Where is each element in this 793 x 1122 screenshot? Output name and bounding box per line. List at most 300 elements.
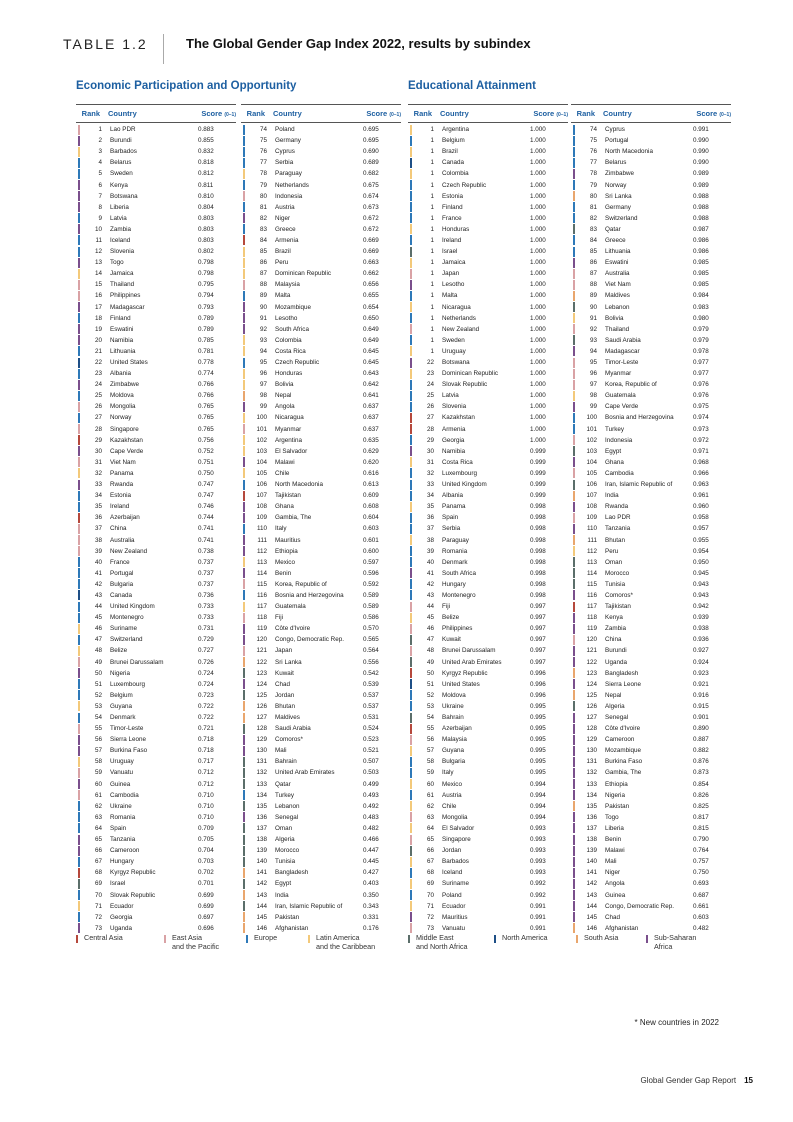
country-cell: Guyana [110,702,133,710]
score-cell: 0.998 [530,569,546,577]
rank-cell: 73 [426,924,434,932]
table-row [76,446,236,457]
country-cell: Jamaica [110,270,134,278]
score-cell: 0.521 [363,747,379,755]
country-cell: Viet Nam [110,458,136,466]
table-row [76,546,236,557]
country-cell: Canada [110,591,133,599]
rank-cell: 86 [259,259,267,267]
score-cell: 0.997 [530,658,546,666]
rank-cell: 87 [259,270,267,278]
table-row [76,534,236,545]
score-cell: 0.781 [198,347,214,355]
table-row [571,468,731,479]
table-header [76,104,236,123]
rank-cell: 35 [94,503,102,511]
score-cell: 0.717 [198,758,214,766]
country-cell: Sri Lanka [605,192,632,200]
rank-cell: 1 [430,248,434,256]
table-row [76,457,236,468]
rank-cell: 52 [94,691,102,699]
score-cell: 0.985 [693,270,709,278]
table-row [241,324,401,335]
table-row [76,823,236,834]
score-cell: 0.811 [198,181,214,189]
score-cell: 0.601 [363,536,379,544]
score-cell: 0.704 [198,847,214,855]
score-cell: 0.645 [363,347,379,355]
table-row [408,867,568,878]
rank-cell: 127 [586,714,597,722]
score-cell: 0.697 [198,913,214,921]
legend-item: North America [494,934,548,943]
rank-cell: 2 [98,137,102,145]
table-row [241,845,401,856]
table-header [241,104,401,123]
rank-cell: 1 [430,159,434,167]
country-cell: Brunei Darussalam [110,658,164,666]
country-cell: Malaysia [275,281,300,289]
score-cell: 0.747 [198,492,214,500]
table-body [408,123,568,934]
table-row [408,279,568,290]
score-cell: 0.654 [363,303,379,311]
rank-cell: 39 [94,547,102,555]
rank-cell: 72 [94,913,102,921]
rank-cell: 113 [586,558,597,566]
table-row [408,767,568,778]
score-cell: 0.855 [198,137,214,145]
score-cell: 0.656 [363,281,379,289]
table-row [76,623,236,634]
score-cell: 0.690 [363,148,379,156]
country-cell: India [605,492,619,500]
rank-cell: 123 [586,669,597,677]
country-cell: Bosnia and Herzegovina [605,414,674,422]
country-cell: Malta [275,292,291,300]
score-cell: 0.985 [693,259,709,267]
country-cell: Armenia [442,425,466,433]
table-row [408,135,568,146]
table-row [241,557,401,568]
table-row [76,812,236,823]
score-cell: 0.483 [363,813,379,821]
page-header [63,34,743,68]
table-row [408,790,568,801]
country-cell: Mozambique [605,747,642,755]
country-cell: Belize [110,647,128,655]
table-row [408,124,568,135]
table-row [76,302,236,313]
rank-cell: 79 [589,181,597,189]
score-cell: 0.727 [198,647,214,655]
rank-cell: 53 [94,702,102,710]
country-cell: Georgia [442,436,465,444]
score-cell: 0.986 [693,248,709,256]
country-cell: South Africa [442,569,476,577]
table-row [408,324,568,335]
country-cell: Oman [605,558,623,566]
rank-cell: 128 [586,725,597,733]
rank-cell: 103 [586,447,597,455]
country-cell: Paraguay [442,536,469,544]
score-cell: 0.696 [198,924,214,932]
rank-cell: 59 [426,769,434,777]
rank-cell: 28 [94,425,102,433]
country-cell: Chile [275,469,290,477]
page-number: 15 [744,1076,753,1085]
country-cell: Argentina [275,436,302,444]
country-cell: Austria [275,203,295,211]
country-cell: Mongolia [442,813,468,821]
rank-cell: 25 [426,392,434,400]
score-cell: 0.999 [530,447,546,455]
country-cell: Bhutan [275,702,295,710]
rank-cell: 19 [94,325,102,333]
score-cell: 0.998 [530,558,546,566]
table-row [408,568,568,579]
rank-cell: 83 [259,225,267,233]
country-cell: Argentina [442,126,469,134]
table-row [76,501,236,512]
table-row [241,268,401,279]
table-row [408,479,568,490]
rank-cell: 26 [426,403,434,411]
rank-cell: 93 [589,336,597,344]
table-row [408,557,568,568]
rank-cell: 117 [586,603,597,611]
country-cell: Norway [110,414,132,422]
rank-cell: 1 [430,170,434,178]
rank-cell: 89 [259,292,267,300]
score-cell: 0.794 [198,292,214,300]
country-cell: Lebanon [275,802,300,810]
score-cell: 0.737 [198,580,214,588]
rank-cell: 91 [589,314,597,322]
score-cell: 0.637 [363,414,379,422]
table-row [76,734,236,745]
rank-cell: 136 [586,813,597,821]
rank-cell: 110 [256,525,267,533]
country-cell: Kuwait [275,669,294,677]
score-cell: 1.000 [530,281,546,289]
table-row [408,512,568,523]
table-row [76,401,236,412]
rank-cell: 1 [430,336,434,344]
country-cell: Montenegro [110,614,144,622]
score-cell: 0.649 [363,336,379,344]
table-header [408,104,568,123]
score-cell: 0.854 [693,780,709,788]
rank-cell: 1 [430,314,434,322]
country-cell: Sierra Leone [110,736,147,744]
rank-cell: 79 [259,181,267,189]
country-cell: Panama [442,503,466,511]
score-cell: 0.995 [530,702,546,710]
legend-item: Sub-Saharan Africa [646,934,696,951]
country-cell: Kenya [605,614,623,622]
country-cell: Honduras [442,225,470,233]
rank-cell: 62 [94,802,102,810]
rank-cell: 85 [589,248,597,256]
table-body [241,123,401,934]
score-cell: 0.785 [198,336,214,344]
country-cell: Eswatini [605,259,629,267]
score-cell: 0.466 [363,836,379,844]
rank-cell: 60 [94,780,102,788]
country-cell: Gambia, The [605,769,642,777]
score-cell: 0.996 [530,691,546,699]
table-row [571,812,731,823]
rank-cell: 115 [586,580,597,588]
country-cell: Tunisia [605,580,626,588]
rank-cell: 132 [586,769,597,777]
table-row [571,490,731,501]
table-row [76,645,236,656]
country-cell: Sierra Leone [605,680,642,688]
rank-cell: 30 [426,447,434,455]
table-row [76,701,236,712]
country-cell: Nicaragua [442,303,471,311]
score-cell: 0.600 [363,547,379,555]
country-cell: United States [442,680,480,688]
score-cell: 0.984 [693,292,709,300]
rank-cell: 41 [426,569,434,577]
country-cell: Lithuania [110,347,136,355]
country-cell: El Salvador [275,447,308,455]
score-cell: 0.604 [363,514,379,522]
country-cell: Lithuania [605,248,631,256]
rank-cell: 102 [256,436,267,444]
country-cell: Indonesia [605,436,633,444]
country-cell: Peru [605,547,619,555]
legend-item: Latin America and the Caribbean [308,934,375,951]
rank-cell: 56 [94,736,102,744]
country-cell: Philippines [110,292,141,300]
table-row [571,346,731,357]
rank-cell: 58 [94,758,102,766]
table-tag: TABLE 1.2 [63,36,148,52]
table-row [76,723,236,734]
rank-cell: 30 [94,447,102,455]
score-cell: 0.655 [363,292,379,300]
table-row [571,568,731,579]
score-cell: 0.887 [693,736,709,744]
rank-cell: 144 [256,902,267,910]
table-row [408,179,568,190]
country-cell: Spain [442,514,459,522]
score-cell: 0.992 [530,891,546,899]
country-cell: Benin [275,569,292,577]
table-edu-2 [571,104,731,934]
table-row [76,657,236,668]
country-cell: Pakistan [275,913,300,921]
rank-cell: 54 [94,714,102,722]
country-cell: Belize [442,614,460,622]
rank-cell: 141 [586,869,597,877]
country-cell: Tanzania [605,525,631,533]
rank-cell: 99 [259,403,267,411]
country-cell: Moldova [442,691,466,699]
table-row [76,745,236,756]
rank-cell: 96 [259,370,267,378]
table-row [408,357,568,368]
score-cell: 0.608 [363,503,379,511]
score-cell: 1.000 [530,392,546,400]
score-cell: 0.589 [363,603,379,611]
score-cell: 0.990 [693,159,709,167]
score-cell: 1.000 [530,270,546,278]
table-row [76,390,236,401]
score-cell: 0.447 [363,847,379,855]
country-cell: Algeria [605,702,625,710]
score-cell: 0.993 [530,824,546,832]
score-cell: 0.795 [198,281,214,289]
table-row [76,290,236,301]
country-cell: Finland [110,314,131,322]
country-cell: Bahrain [275,758,297,766]
score-cell: 0.997 [530,636,546,644]
score-cell: 0.998 [530,591,546,599]
score-cell: 0.832 [198,148,214,156]
table-row [241,601,401,612]
rank-cell: 138 [586,836,597,844]
rank-cell: 101 [586,425,597,433]
country-cell: Niger [605,869,621,877]
rank-cell: 55 [426,725,434,733]
country-cell: United States [110,359,148,367]
score-cell: 0.702 [198,869,214,877]
country-cell: Albania [442,492,464,500]
rank-cell: 130 [586,747,597,755]
table-row [408,812,568,823]
table-row [571,157,731,168]
rank-cell: 137 [586,824,597,832]
country-cell: Ethiopia [605,780,628,788]
score-cell: 0.803 [198,214,214,222]
country-cell: Nepal [275,392,292,400]
table-row [241,279,401,290]
rank-cell: 41 [94,569,102,577]
score-cell: 0.988 [693,203,709,211]
table-row [76,235,236,246]
table-row [76,557,236,568]
score-cell: 0.747 [198,481,214,489]
score-cell: 0.531 [363,714,379,722]
rank-cell: 5 [98,170,102,178]
country-cell: Bhutan [605,536,625,544]
country-cell: Netherlands [442,314,476,322]
score-cell: 0.998 [530,580,546,588]
table-row [408,224,568,235]
country-cell: Niger [275,214,291,222]
table-row [241,335,401,346]
table-row [76,779,236,790]
country-cell: Korea, Republic of [275,580,327,588]
rank-cell: 77 [259,159,267,167]
score-cell: 0.793 [198,303,214,311]
table-row [408,379,568,390]
rank-cell: 61 [94,791,102,799]
rank-cell: 34 [426,492,434,500]
rank-cell: 100 [586,414,597,422]
rank-cell: 1 [430,214,434,222]
table-row [571,679,731,690]
country-cell: United Arab Emirates [275,769,335,777]
table-row [76,168,236,179]
rank-cell: 129 [586,736,597,744]
rank-cell: 26 [94,403,102,411]
table-row [408,390,568,401]
score-cell: 0.507 [363,758,379,766]
score-cell: 0.537 [363,691,379,699]
rank-cell: 105 [586,469,597,477]
country-cell: El Salvador [442,824,475,832]
table-row [408,235,568,246]
rank-cell: 106 [586,481,597,489]
rank-cell: 65 [94,836,102,844]
score-cell: 0.989 [693,181,709,189]
rank-cell: 33 [426,481,434,489]
score-cell: 1.000 [530,236,546,244]
page-footer [640,1076,753,1085]
rank-cell: 119 [256,625,267,633]
country-cell: Burkina Faso [110,747,148,755]
rank-cell: 23 [94,370,102,378]
country-cell: Barbados [442,858,469,866]
table-row [571,401,731,412]
score-cell: 0.901 [693,714,709,722]
country-cell: Cape Verde [110,447,144,455]
score-cell: 0.741 [198,536,214,544]
country-cell: Georgia [110,913,133,921]
country-cell: Poland [275,126,295,134]
rank-cell: 47 [94,636,102,644]
rank-cell: 108 [256,503,267,511]
country-cell: Romania [110,813,136,821]
table-row [76,435,236,446]
rank-cell: 131 [586,758,597,766]
score-cell: 0.503 [363,769,379,777]
rank-cell: 71 [94,902,102,910]
table-row [571,878,731,889]
country-cell: Egypt [275,880,292,888]
region-legend [76,934,756,964]
table-row [571,224,731,235]
rank-cell: 49 [426,658,434,666]
country-cell: Chile [442,802,457,810]
legend-swatch [576,935,578,943]
score-cell: 0.596 [363,569,379,577]
country-cell: Oman [275,824,293,832]
table-row [408,856,568,867]
score-cell: 0.699 [198,891,214,899]
country-cell: Senegal [605,714,629,722]
country-cell: Mongolia [110,403,136,411]
country-cell: Poland [442,891,462,899]
rank-cell: 109 [256,514,267,522]
rank-cell: 131 [256,758,267,766]
rank-cell: 81 [259,203,267,211]
score-cell: 0.876 [693,758,709,766]
rank-cell: 129 [256,736,267,744]
score-cell: 0.998 [530,536,546,544]
country-cell: Hungary [110,858,134,866]
country-cell: Sweden [442,336,465,344]
score-cell: 1.000 [530,359,546,367]
table-row [241,179,401,190]
score-cell: 0.712 [198,769,214,777]
